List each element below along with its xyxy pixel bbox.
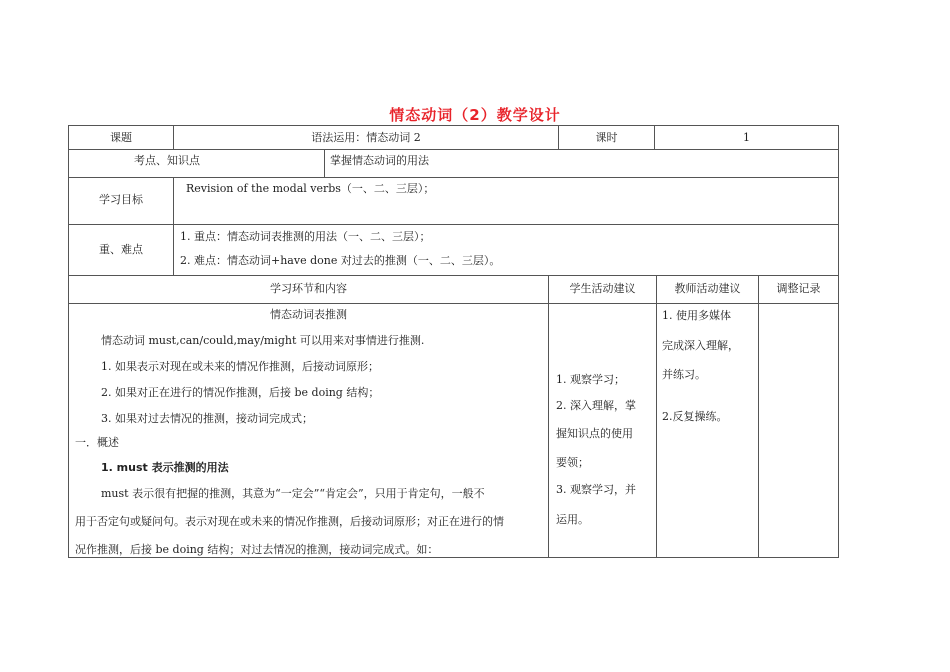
student-activity-line: 2. 深入理解，掌 — [556, 399, 636, 412]
column-header-notes: 调整记录 — [776, 282, 821, 295]
content-intro: 情态动词 must,can/could,may/might 可以用来对事情进行推测. — [101, 334, 425, 347]
content-section: 一．概述 — [75, 436, 119, 449]
topic-label: 课题 — [110, 131, 132, 144]
student-activity-line: 1. 观察学习； — [556, 373, 625, 386]
column-header-content: 学习环节和内容 — [270, 282, 347, 295]
teacher-activity-line: 完成深入理解， — [662, 339, 739, 352]
column-header-student: 学生活动建议 — [569, 282, 636, 295]
page-title: 情态动词（2）教学设计 — [389, 106, 561, 124]
knowledge-label: 考点、知识点 — [134, 154, 200, 167]
teacher-activity-line: 并练习。 — [662, 368, 706, 381]
content-point: 3. 如果对过去情况的推测，接动词完成式； — [101, 412, 313, 425]
key-label: 重、难点 — [99, 243, 143, 256]
content-paragraph-line: 况作推测，后接 be doing 结构；对过去情况的推测，接动词完成式。如： — [75, 543, 439, 556]
teacher-activity-line: 1. 使用多媒体 — [662, 309, 731, 322]
column-header-teacher: 教师活动建议 — [674, 282, 741, 295]
student-activity-line: 3. 观察学习，并 — [556, 483, 636, 496]
content-point: 1. 如果表示对现在或未来的情况作推测，后接动词原形； — [101, 360, 379, 373]
hours-label: 课时 — [595, 131, 618, 144]
hours-value: 1 — [743, 131, 750, 144]
content-point: 2. 如果对正在进行的情况作推测，后接 be doing 结构； — [101, 386, 380, 399]
knowledge-value: 掌握情态动词的用法 — [330, 154, 429, 167]
key-point: 1. 重点：情态动词表推测的用法（一、二、三层）； — [180, 230, 431, 243]
difficult-point: 2. 难点：情态动词+have done 对过去的推测（一、二、三层）。 — [180, 254, 501, 267]
goal-value: Revision of the modal verbs（一、二、三层）； — [186, 182, 435, 195]
content-heading: 情态动词表推测 — [270, 308, 347, 321]
content-paragraph-line: must 表示很有把握的推测，其意为“一定会”“肯定会”，只用于肯定句，一般不 — [101, 487, 485, 500]
goal-label: 学习目标 — [99, 193, 143, 206]
student-activity-line: 运用。 — [556, 513, 589, 526]
topic-value: 语法运用：情态动词 2 — [311, 131, 421, 144]
student-activity-line: 握知识点的使用 — [556, 427, 633, 440]
content-subheading: 1. must 表示推测的用法 — [101, 461, 229, 474]
content-paragraph-line: 用于否定句或疑问句。表示对现在或未来的情况作推测，后接动词原形；对正在进行的情 — [75, 515, 504, 528]
teacher-activity-line: 2.反复操练。 — [662, 410, 728, 423]
student-activity-line: 要领； — [556, 456, 589, 469]
